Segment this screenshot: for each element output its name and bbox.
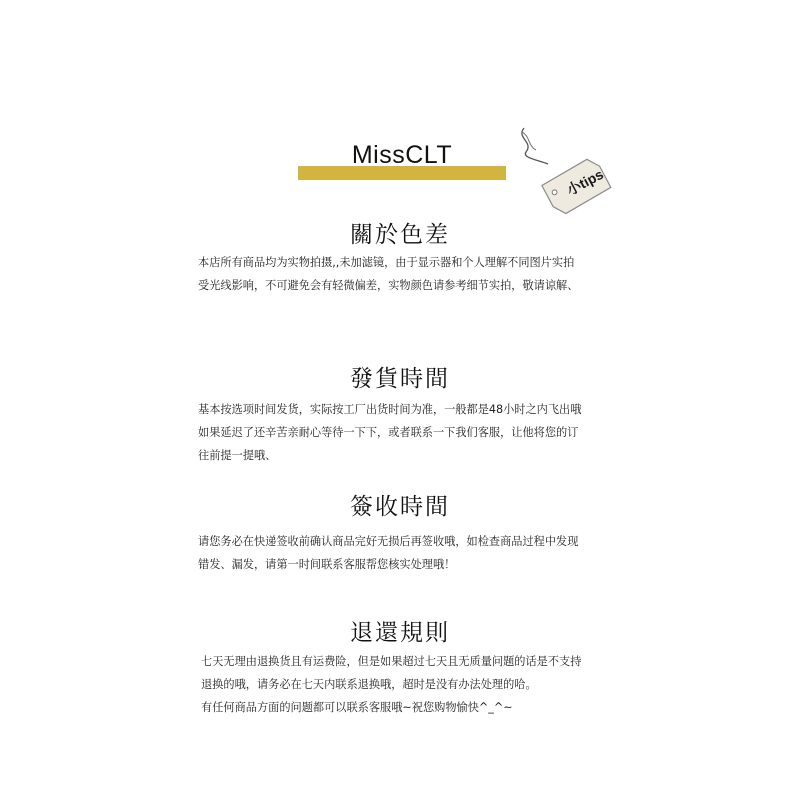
section-body-receipt-time	[198, 530, 638, 576]
section-body-shipping-time	[198, 398, 638, 467]
body-line: 错发、漏发，请第一时间联系客服帮您核实处理哦！	[198, 558, 456, 571]
body-line: 请您务必在快递签收前确认商品完好无损后再签收哦，如检查商品过程中发现	[198, 535, 579, 548]
section-body-color-difference	[198, 251, 638, 297]
body-line: 七天无理由退换货且有运费险，但是如果超过七天且无质量问题的话是不支持	[201, 655, 582, 668]
body-line: 如果延迟了还辛苦亲耐心等待一下下，或者联系一下我们客服，让他将您的订	[198, 426, 579, 439]
body-line: 有任何商品方面的问题都可以联系客服哦~祝您购物愉快^_^~	[201, 701, 513, 714]
body-line: 本店所有商品均为实物拍摄,,未加滤镜，由于显示器和个人理解不同图片实拍	[198, 256, 575, 269]
body-line: 基本按选项时间发货，实际按工厂出货时间为准，一般都是48小时之内飞出哦	[198, 403, 582, 416]
brand-header	[298, 140, 508, 184]
body-line: 往前提一提哦、	[198, 449, 277, 462]
section-heading-shipping-time: 發貨時間	[350, 366, 450, 392]
section-body-return-rules	[201, 650, 641, 719]
body-line: 受光线影响，不可避免会有轻微偏差，实物颜色请参考细节实拍，敬请谅解、	[198, 279, 579, 292]
body-line: 退换的哦，请务必在七天内联系退换哦，超时是没有办法处理的哈。	[201, 678, 537, 691]
section-heading-return-rules: 退還規則	[350, 620, 450, 646]
section-heading-receipt-time: 簽收時間	[350, 494, 450, 520]
tag-label: 小tips	[564, 165, 606, 199]
brand-title: MissCLT	[351, 141, 453, 169]
section-heading-color-difference: 關於色差	[350, 222, 450, 248]
